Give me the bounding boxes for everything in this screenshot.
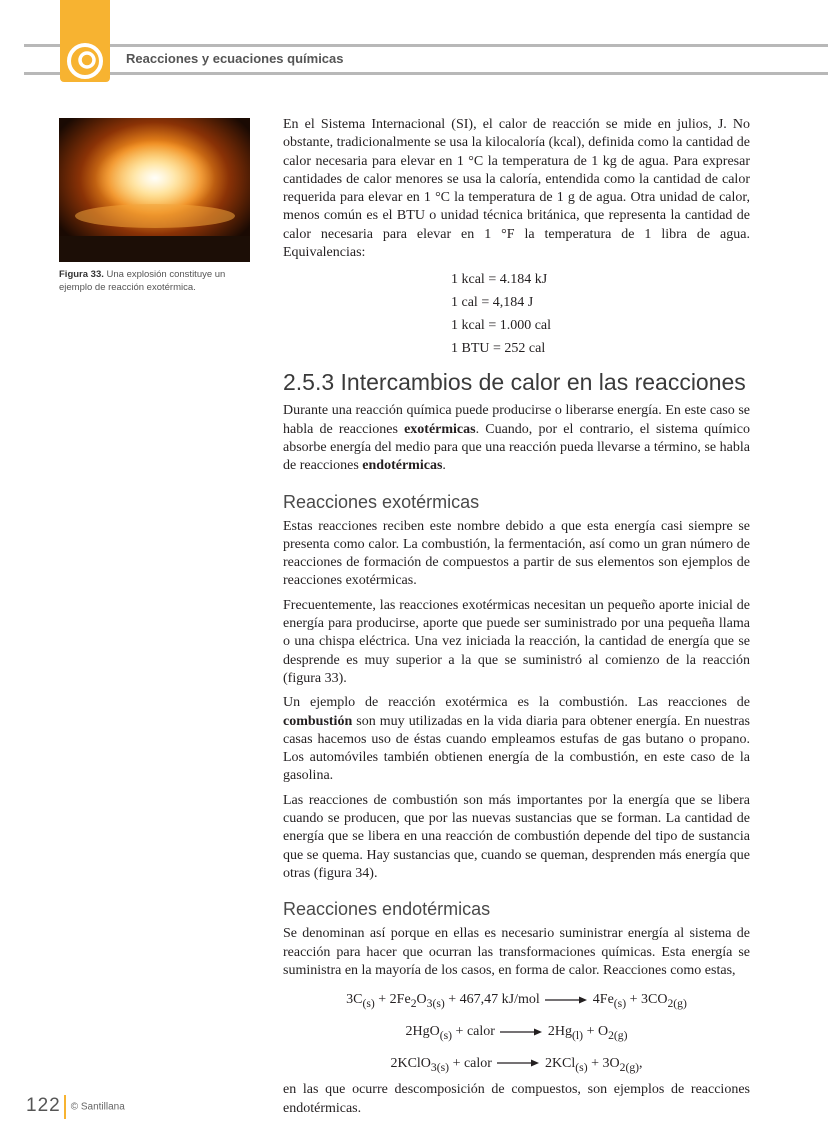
section-heading: 2.5.3 Intercambios de calor en las reacciones	[283, 369, 746, 396]
text-span: son muy utilizadas en la vida diaria para obtener energía. En nuestras casas hacemos uso de éstas cuando empleamos estufas de gas butano o propano. Los automóviles también obtienen energía de la combustión, en este caso de la gasolina.	[283, 713, 750, 784]
intro-paragraph: En el Sistema Internacional (SI), el calor de reacción se mide en julios, J. No obstante, tradicionalmente se usa la kilocaloría (kcal), definida como la cantidad de calor necesaria para elevar en 1 °C la temperatura de 1 kg de agua. Para expresar cantidades de calor menores se usa la caloría, entendida como la cantidad de calor requerida para elevar en 1 °C la temperatura de 1 g de agua. Otra unidad de calor, menos común es el BTU o unidad técnica británica, que representa la cantidad de calor necesaria para elevar en 1 °F la temperatura de 1 libra de agua. Equivalencias:	[283, 117, 750, 261]
endothermic-heading: Reacciones endotérmicas	[283, 899, 491, 920]
equivalence-item: 1 kcal = 1.000 cal	[451, 318, 552, 334]
formula-subscript: (s)	[439, 1028, 453, 1042]
chapter-title: Reacciones y ecuaciones químicas	[126, 51, 344, 66]
exothermic-paragraph-4: Las reacciones de combustión son más importantes por la energía que se libera cuando se producen, que por las nuevas sustancias que se forman. La cantidad de energía que se libera en una reacción de combustión depende del tipo de sustancia que se quema. Hay sustancias que, cuando se queman, desprenden más energía que otras (figura 34).	[283, 792, 750, 881]
formula-text: ,	[639, 1055, 643, 1071]
formula-text: + 2Fe	[374, 992, 411, 1008]
formula-subscript: (s)	[613, 996, 627, 1010]
formula-subscript: (s)	[575, 1060, 588, 1074]
reaction-equation-3	[283, 1050, 750, 1082]
endothermic-closing: en las que ocurre descomposición de compuestos, son ejemplos de reacciones endotérmicas.	[283, 1082, 750, 1116]
formula-subscript: 3(s)	[430, 1060, 450, 1074]
equivalences-list	[451, 268, 750, 360]
figure-label: Figura 33.	[59, 269, 104, 280]
explosion-photo	[59, 118, 250, 262]
reaction-equation-1	[283, 986, 750, 1018]
formula-subscript: 3(s)	[426, 996, 445, 1010]
reaction-arrow-icon	[545, 995, 587, 1005]
endothermic-paragraph: Se denominan así porque en ellas es necesario suministrar energía al sistema de reacción para hacer que ocurran las transformaciones químicas. Esta energía se suministra en la mayoría de los casos, en forma de calor. Reacciones como estas,	[283, 926, 750, 978]
formula-subscript: (l)	[572, 1028, 584, 1042]
formula-text: + calor	[452, 1023, 495, 1039]
formula-text: 2KCl	[544, 1055, 576, 1071]
exothermic-paragraph-2: Frecuentemente, las reacciones exotérmicas necesitan un pequeño aporte inicial de energía para producirse, aporte que puede ser suministrado por una pequeña llama o una chispa eléctrica. Una vez iniciada la reacción, la cantidad de energía que se desprende es muy superior a la que se suministró al comienzo de la reacción (figura 33).	[283, 597, 750, 686]
reaction-equation-2	[283, 1018, 750, 1050]
exothermic-paragraph-1: Estas reacciones reciben este nombre debido a que esta energía casi siempre se presenta como calor. La combustión, la fermentación, así como un gran número de reacciones de formación de compuestos a partir de sus elementos son ejemplos de reacciones exotérmicas.	[283, 518, 750, 589]
formula-text: + 3CO	[626, 992, 668, 1008]
formula-subscript: 2(g)	[667, 996, 687, 1010]
formula-subscript: 2(g)	[619, 1060, 640, 1074]
figure-caption-text: Una explosión constituye un ejemplo de reacción exotérmica.	[59, 269, 226, 293]
reaction-arrow-icon	[497, 1058, 539, 1068]
term-combustion: combustión	[283, 713, 353, 729]
text-span: .	[442, 458, 446, 474]
formula-text: 4Fe	[592, 992, 614, 1008]
text-span: . Cuando, por el contrario, el sistema químico absorbe energía del medio para que una reacción pueda llevarse a término, se habla de reacciones	[283, 421, 750, 474]
exothermic-paragraph-3	[283, 694, 750, 785]
header-rule-top	[24, 44, 828, 47]
formula-text: O	[416, 992, 427, 1008]
reaction-arrow-icon	[500, 1027, 542, 1037]
figure-caption	[59, 268, 254, 294]
formula-text: + 3O	[587, 1055, 620, 1071]
term-exothermic: exotérmicas	[404, 421, 476, 437]
publisher-logo-icon	[66, 42, 104, 80]
equivalence-item: 1 BTU = 252 cal	[451, 341, 546, 357]
formula-subscript: 2(g)	[608, 1028, 628, 1042]
publisher-credit: © Santillana	[70, 1101, 125, 1113]
formula-text: 2KClO	[390, 1055, 431, 1071]
footer-divider	[64, 1095, 66, 1119]
formula-subscript: 2	[410, 996, 417, 1010]
equivalence-item: 1 cal = 4,184 J	[451, 295, 534, 311]
main-column	[283, 116, 750, 1124]
formula-text: 2Hg	[547, 1023, 573, 1039]
formula-text: + 467,47 kJ/mol	[444, 992, 540, 1008]
page-footer	[26, 1095, 125, 1119]
formula-text: + O	[583, 1023, 609, 1039]
term-endothermic: endotérmicas	[362, 458, 443, 474]
formula-text: + calor	[449, 1055, 492, 1071]
header-rule-bottom	[24, 72, 828, 75]
section-paragraph	[283, 402, 750, 475]
formula-text: 2HgO	[405, 1023, 440, 1039]
text-span: Durante una reacción química puede producirse o liberarse energía. En este caso se habla de reacciones	[283, 403, 750, 437]
exothermic-heading: Reacciones exotérmicas	[283, 491, 480, 512]
page-number: 122	[26, 1095, 61, 1117]
equivalence-item: 1 kcal = 4.184 kJ	[451, 272, 548, 288]
formula-text: 3C	[346, 992, 363, 1008]
formula-subscript: (s)	[362, 996, 375, 1010]
text-span: Un ejemplo de reacción exotérmica es la combustión. Las reacciones de	[283, 695, 750, 711]
